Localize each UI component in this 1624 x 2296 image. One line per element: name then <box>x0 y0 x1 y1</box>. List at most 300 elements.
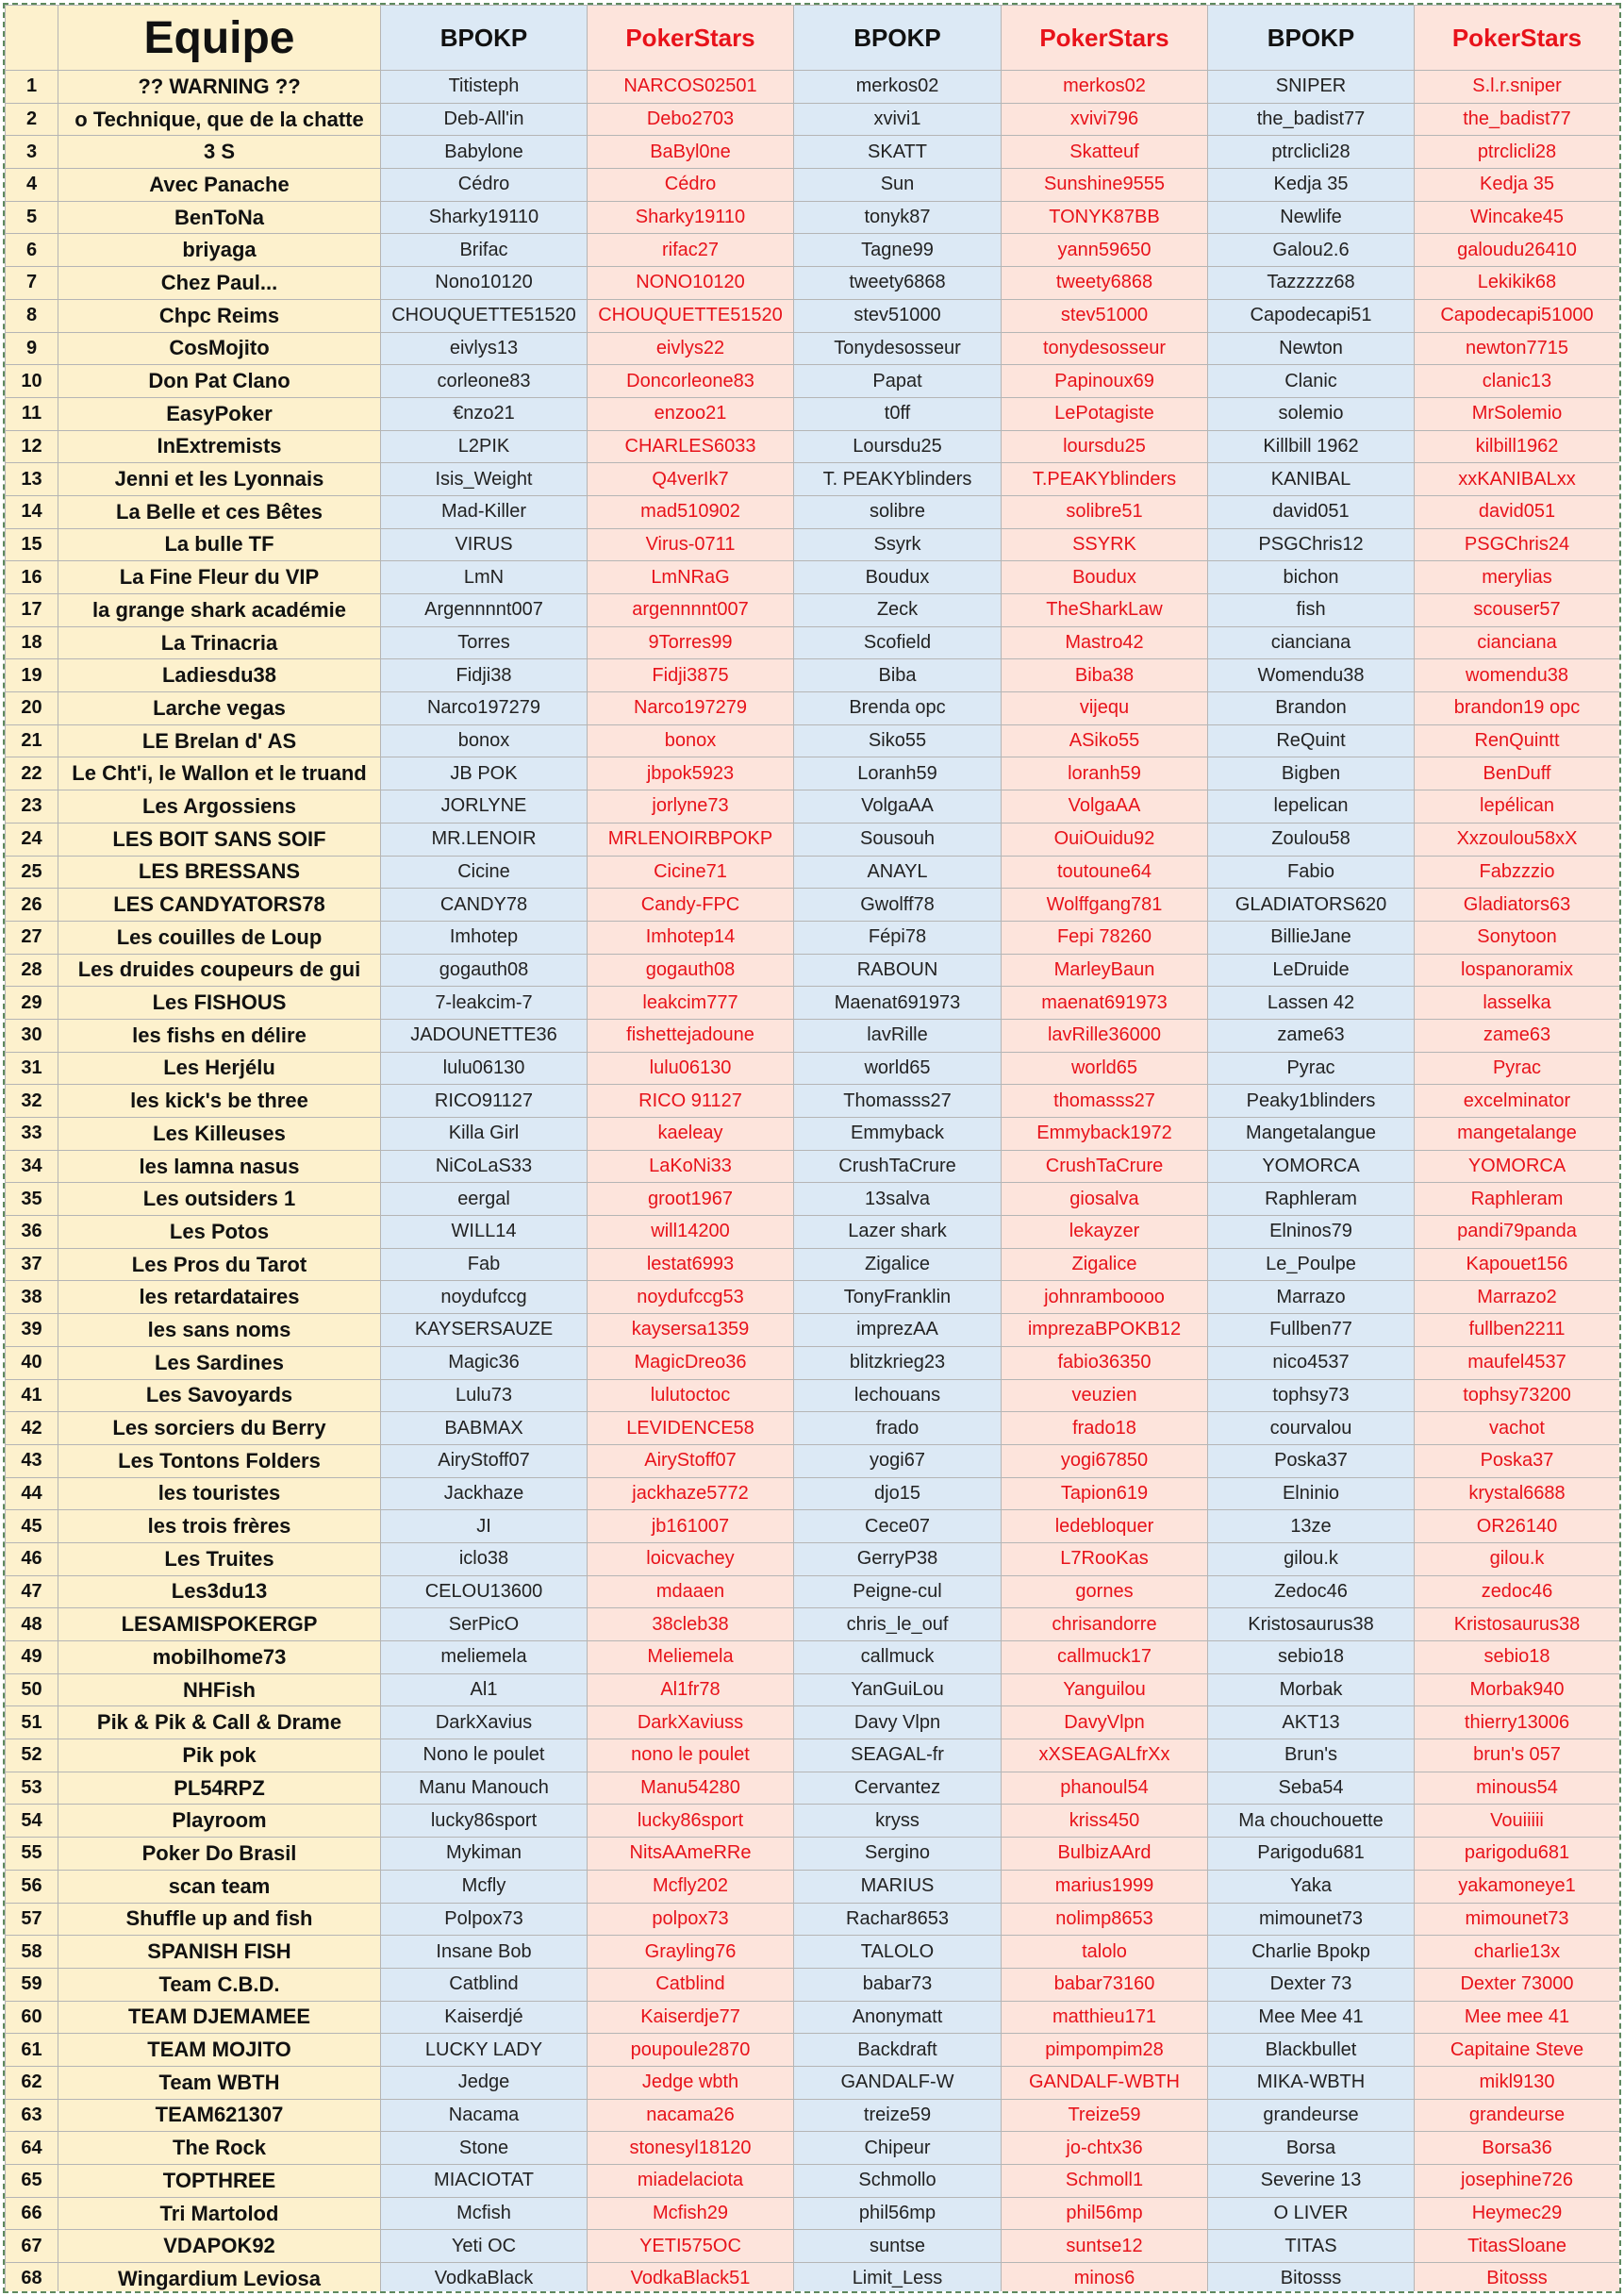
pokerstars-player-3: Gladiators63 <box>1415 889 1620 922</box>
bpokp-player-2: world65 <box>794 1052 1002 1085</box>
bpokp-player-1: Sharky19110 <box>381 201 588 234</box>
pokerstars-player-1: poupoule2870 <box>588 2034 794 2067</box>
bpokp-player-3: Le_Poulpe <box>1208 1248 1415 1281</box>
table-row <box>6 2001 1620 2034</box>
table-row <box>6 954 1620 987</box>
pokerstars-player-3: Pyrac <box>1415 1052 1620 1085</box>
bpokp-player-1: Jedge <box>381 2066 588 2099</box>
row-number: 39 <box>6 1314 58 1347</box>
bpokp-player-3: Bitosss <box>1208 2263 1415 2293</box>
pokerstars-player-2: nolimp8653 <box>1002 1903 1208 1936</box>
bpokp-player-2: Sousouh <box>794 823 1002 856</box>
pokerstars-player-2: yogi67850 <box>1002 1444 1208 1477</box>
bpokp-player-1: meliemela <box>381 1641 588 1674</box>
table-row <box>6 1542 1620 1575</box>
pokerstars-player-3: Capodecapi51000 <box>1415 299 1620 332</box>
team-name: CosMojito <box>58 332 381 365</box>
bpokp-player-3: Elninio <box>1208 1477 1415 1510</box>
pokerstars-player-2: yann59650 <box>1002 234 1208 267</box>
bpokp-column-header-3: BPOKP <box>1208 6 1415 71</box>
pokerstars-player-3: maufel4537 <box>1415 1346 1620 1379</box>
pokerstars-player-2: matthieu171 <box>1002 2001 1208 2034</box>
table-row <box>6 1183 1620 1216</box>
bpokp-player-1: Imhotep <box>381 921 588 954</box>
pokerstars-player-1: NitsAAmeRRe <box>588 1838 794 1871</box>
team-name: les lamna nasus <box>58 1150 381 1183</box>
team-name: InExtremists <box>58 430 381 463</box>
row-number: 43 <box>6 1444 58 1477</box>
bpokp-player-1: WILL14 <box>381 1216 588 1249</box>
row-number: 4 <box>6 169 58 202</box>
table-row <box>6 2034 1620 2067</box>
pokerstars-column-header-1: PokerStars <box>588 6 794 71</box>
table-row <box>6 1281 1620 1314</box>
bpokp-player-1: eivlys13 <box>381 332 588 365</box>
bpokp-player-3: Poska37 <box>1208 1444 1415 1477</box>
team-name: Team WBTH <box>58 2066 381 2099</box>
bpokp-player-2: Anonymatt <box>794 2001 1002 2034</box>
team-name: La Fine Fleur du VIP <box>58 561 381 594</box>
bpokp-player-2: ANAYL <box>794 856 1002 889</box>
row-number: 1 <box>6 71 58 104</box>
bpokp-player-2: Cervantez <box>794 1772 1002 1805</box>
pokerstars-player-1: eivlys22 <box>588 332 794 365</box>
pokerstars-player-1: stonesyl18120 <box>588 2132 794 2165</box>
bpokp-player-1: bonox <box>381 724 588 757</box>
bpokp-player-2: suntse <box>794 2230 1002 2263</box>
pokerstars-player-2: gornes <box>1002 1575 1208 1608</box>
team-name: o Technique, que de la chatte <box>58 103 381 136</box>
bpokp-player-1: Mykiman <box>381 1838 588 1871</box>
bpokp-player-1: Brifac <box>381 234 588 267</box>
bpokp-player-3: Brandon <box>1208 692 1415 725</box>
pokerstars-player-1: LEVIDENCE58 <box>588 1412 794 1445</box>
team-name: EasyPoker <box>58 397 381 430</box>
pokerstars-player-2: thomasss27 <box>1002 1085 1208 1118</box>
table-row <box>6 1641 1620 1674</box>
table-row <box>6 1412 1620 1445</box>
table-row <box>6 1314 1620 1347</box>
table-row <box>6 659 1620 692</box>
row-number: 5 <box>6 201 58 234</box>
bpokp-player-1: VodkaBlack <box>381 2263 588 2293</box>
bpokp-player-2: Ssyrk <box>794 528 1002 561</box>
bpokp-player-2: Papat <box>794 365 1002 398</box>
bpokp-player-3: Lassen 42 <box>1208 987 1415 1020</box>
pokerstars-player-3: lasselka <box>1415 987 1620 1020</box>
row-number: 51 <box>6 1706 58 1739</box>
table-row <box>6 2066 1620 2099</box>
table-row <box>6 626 1620 659</box>
row-number: 28 <box>6 954 58 987</box>
bpokp-player-3: Zoulou58 <box>1208 823 1415 856</box>
table-row <box>6 397 1620 430</box>
team-name: Don Pat Clano <box>58 365 381 398</box>
row-number: 25 <box>6 856 58 889</box>
bpokp-player-2: phil56mp <box>794 2197 1002 2230</box>
pokerstars-player-3: minous54 <box>1415 1772 1620 1805</box>
bpokp-player-3: bichon <box>1208 561 1415 594</box>
table-row <box>6 1805 1620 1838</box>
pokerstars-player-2: chrisandorre <box>1002 1608 1208 1641</box>
pokerstars-player-3: xxKANIBALxx <box>1415 463 1620 496</box>
pokerstars-player-3: zedoc46 <box>1415 1575 1620 1608</box>
bpokp-player-3: Kedja 35 <box>1208 169 1415 202</box>
team-name: Chez Paul... <box>58 267 381 300</box>
pokerstars-player-1: Mcfly202 <box>588 1870 794 1903</box>
bpokp-player-3: Elninos79 <box>1208 1216 1415 1249</box>
team-name: les retardataires <box>58 1281 381 1314</box>
bpokp-player-1: Catblind <box>381 1968 588 2001</box>
team-name: les fishs en délire <box>58 1019 381 1052</box>
team-name: Playroom <box>58 1805 381 1838</box>
pokerstars-player-3: mimounet73 <box>1415 1903 1620 1936</box>
row-number: 64 <box>6 2132 58 2165</box>
bpokp-column-header-1: BPOKP <box>381 6 588 71</box>
bpokp-player-2: treize59 <box>794 2099 1002 2132</box>
row-number: 68 <box>6 2263 58 2293</box>
pokerstars-player-3: Fabzzzio <box>1415 856 1620 889</box>
row-number: 62 <box>6 2066 58 2099</box>
table-row <box>6 71 1620 104</box>
pokerstars-player-3: Morbak940 <box>1415 1673 1620 1706</box>
pokerstars-player-3: tophsy73200 <box>1415 1379 1620 1412</box>
table-row <box>6 495 1620 528</box>
bpokp-player-1: Cicine <box>381 856 588 889</box>
table-row <box>6 1968 1620 2001</box>
bpokp-player-3: Fabio <box>1208 856 1415 889</box>
pokerstars-player-1: LmNRaG <box>588 561 794 594</box>
bpokp-player-3: Peaky1blinders <box>1208 1085 1415 1118</box>
bpokp-player-1: Argennnnt007 <box>381 594 588 627</box>
pokerstars-player-1: Mcfish29 <box>588 2197 794 2230</box>
pokerstars-player-2: Emmyback1972 <box>1002 1118 1208 1151</box>
pokerstars-player-2: fabio36350 <box>1002 1346 1208 1379</box>
pokerstars-player-3: parigodu681 <box>1415 1838 1620 1871</box>
bpokp-player-1: Nacama <box>381 2099 588 2132</box>
row-number: 30 <box>6 1019 58 1052</box>
table-row <box>6 889 1620 922</box>
team-name: TEAM621307 <box>58 2099 381 2132</box>
bpokp-player-2: babar73 <box>794 1968 1002 2001</box>
bpokp-player-1: Mcfish <box>381 2197 588 2230</box>
bpokp-player-3: 13ze <box>1208 1510 1415 1543</box>
pokerstars-player-3: Capitaine Steve <box>1415 2034 1620 2067</box>
bpokp-player-1: AiryStoff07 <box>381 1444 588 1477</box>
table-row <box>6 463 1620 496</box>
bpokp-player-2: tonyk87 <box>794 201 1002 234</box>
pokerstars-player-2: merkos02 <box>1002 71 1208 104</box>
bpokp-player-3: grandeurse <box>1208 2099 1415 2132</box>
pokerstars-player-1: loicvachey <box>588 1542 794 1575</box>
row-number: 46 <box>6 1542 58 1575</box>
pokerstars-player-3: merylias <box>1415 561 1620 594</box>
team-name: Les druides coupeurs de gui <box>58 954 381 987</box>
row-number: 13 <box>6 463 58 496</box>
bpokp-player-1: JADOUNETTE36 <box>381 1019 588 1052</box>
team-name: Les Sardines <box>58 1346 381 1379</box>
bpokp-player-2: Scofield <box>794 626 1002 659</box>
pokerstars-player-3: Heymec29 <box>1415 2197 1620 2230</box>
bpokp-player-3: zame63 <box>1208 1019 1415 1052</box>
bpokp-player-3: Fullben77 <box>1208 1314 1415 1347</box>
bpokp-player-3: Kristosaurus38 <box>1208 1608 1415 1641</box>
table-row <box>6 1903 1620 1936</box>
table-row <box>6 1379 1620 1412</box>
table-row <box>6 594 1620 627</box>
bpokp-player-1: Magic36 <box>381 1346 588 1379</box>
pokerstars-player-3: brandon19 opc <box>1415 692 1620 725</box>
pokerstars-player-1: lestat6993 <box>588 1248 794 1281</box>
pokerstars-player-2: MarleyBaun <box>1002 954 1208 987</box>
table-row <box>6 790 1620 824</box>
row-number: 18 <box>6 626 58 659</box>
row-number: 41 <box>6 1379 58 1412</box>
pokerstars-player-3: grandeurse <box>1415 2099 1620 2132</box>
pokerstars-column-header-2: PokerStars <box>1002 6 1208 71</box>
bpokp-player-1: NiCoLaS33 <box>381 1150 588 1183</box>
pokerstars-player-2: pimpompim28 <box>1002 2034 1208 2067</box>
row-number: 8 <box>6 299 58 332</box>
pokerstars-player-1: MagicDreo36 <box>588 1346 794 1379</box>
bpokp-player-3: Seba54 <box>1208 1772 1415 1805</box>
bpokp-player-2: Siko55 <box>794 724 1002 757</box>
team-name: 3 S <box>58 136 381 169</box>
team-name: Poker Do Brasil <box>58 1838 381 1871</box>
pokerstars-player-3: Wincake45 <box>1415 201 1620 234</box>
bpokp-player-1: Polpox73 <box>381 1903 588 1936</box>
pokerstars-player-1: 38cleb38 <box>588 1608 794 1641</box>
pokerstars-player-3: mangetalange <box>1415 1118 1620 1151</box>
pokerstars-player-2: Mastro42 <box>1002 626 1208 659</box>
pokerstars-player-2: callmuck17 <box>1002 1641 1208 1674</box>
pokerstars-player-3: ptrclicli28 <box>1415 136 1620 169</box>
team-name: Team C.B.D. <box>58 1968 381 2001</box>
team-name: les touristes <box>58 1477 381 1510</box>
pokerstars-player-2: Wolffgang781 <box>1002 889 1208 922</box>
bpokp-player-3: Charlie Bpokp <box>1208 1936 1415 1969</box>
pokerstars-player-2: toutoune64 <box>1002 856 1208 889</box>
row-number: 60 <box>6 2001 58 2034</box>
pokerstars-player-1: mad510902 <box>588 495 794 528</box>
pokerstars-player-2: lekayzer <box>1002 1216 1208 1249</box>
corner-cell <box>6 6 58 71</box>
row-number: 10 <box>6 365 58 398</box>
bpokp-player-3: tophsy73 <box>1208 1379 1415 1412</box>
team-name: Pik pok <box>58 1739 381 1772</box>
pokerstars-player-1: Jedge wbth <box>588 2066 794 2099</box>
bpokp-player-2: djo15 <box>794 1477 1002 1510</box>
bpokp-player-2: 13salva <box>794 1183 1002 1216</box>
pokerstars-player-2: talolo <box>1002 1936 1208 1969</box>
bpokp-player-1: lucky86sport <box>381 1805 588 1838</box>
pokerstars-player-3: TitasSloane <box>1415 2230 1620 2263</box>
team-name: Les Savoyards <box>58 1379 381 1412</box>
pokerstars-player-2: frado18 <box>1002 1412 1208 1445</box>
pokerstars-player-3: Sonytoon <box>1415 921 1620 954</box>
pokerstars-player-3: josephine726 <box>1415 2165 1620 2198</box>
pokerstars-player-2: L7RooKas <box>1002 1542 1208 1575</box>
table-row <box>6 2263 1620 2293</box>
bpokp-player-3: Severine 13 <box>1208 2165 1415 2198</box>
header-row <box>6 6 1620 71</box>
bpokp-player-2: Boudux <box>794 561 1002 594</box>
bpokp-player-3: Tazzzzz68 <box>1208 267 1415 300</box>
bpokp-player-2: Peigne-cul <box>794 1575 1002 1608</box>
team-name: Tri Martolod <box>58 2197 381 2230</box>
bpokp-player-2: Loranh59 <box>794 757 1002 790</box>
pokerstars-player-3: cianciana <box>1415 626 1620 659</box>
bpokp-player-1: RICO91127 <box>381 1085 588 1118</box>
bpokp-player-2: MARIUS <box>794 1870 1002 1903</box>
table-row <box>6 2230 1620 2263</box>
table-row <box>6 1346 1620 1379</box>
bpokp-player-2: Fépi78 <box>794 921 1002 954</box>
bpokp-player-2: TonyFranklin <box>794 1281 1002 1314</box>
bpokp-player-1: Mad-Killer <box>381 495 588 528</box>
team-name: Les Pros du Tarot <box>58 1248 381 1281</box>
pokerstars-player-1: Grayling76 <box>588 1936 794 1969</box>
pokerstars-player-3: Dexter 73000 <box>1415 1968 1620 2001</box>
row-number: 67 <box>6 2230 58 2263</box>
pokerstars-player-1: Q4verIk7 <box>588 463 794 496</box>
row-number: 38 <box>6 1281 58 1314</box>
team-name: VDAPOK92 <box>58 2230 381 2263</box>
bpokp-player-2: RABOUN <box>794 954 1002 987</box>
pokerstars-player-2: Treize59 <box>1002 2099 1208 2132</box>
table-row <box>6 1118 1620 1151</box>
bpokp-player-1: Insane Bob <box>381 1936 588 1969</box>
team-name: Les Potos <box>58 1216 381 1249</box>
pokerstars-player-2: tweety6868 <box>1002 267 1208 300</box>
table-row <box>6 561 1620 594</box>
pokerstars-player-3: lepélican <box>1415 790 1620 824</box>
pokerstars-player-1: Narco197279 <box>588 692 794 725</box>
bpokp-player-1: Yeti OC <box>381 2230 588 2263</box>
bpokp-player-2: Emmyback <box>794 1118 1002 1151</box>
row-number: 9 <box>6 332 58 365</box>
bpokp-player-2: Tagne99 <box>794 234 1002 267</box>
table-row <box>6 169 1620 202</box>
bpokp-player-1: LmN <box>381 561 588 594</box>
table-row <box>6 1019 1620 1052</box>
row-number: 26 <box>6 889 58 922</box>
bpokp-player-3: solemio <box>1208 397 1415 430</box>
pokerstars-player-3: excelminator <box>1415 1085 1620 1118</box>
team-name: Larche vegas <box>58 692 381 725</box>
table-row <box>6 823 1620 856</box>
row-number: 19 <box>6 659 58 692</box>
pokerstars-player-2: Papinoux69 <box>1002 365 1208 398</box>
row-number: 27 <box>6 921 58 954</box>
bpokp-player-1: Nono10120 <box>381 267 588 300</box>
table-row <box>6 1216 1620 1249</box>
pokerstars-player-2: jo-chtx36 <box>1002 2132 1208 2165</box>
row-number: 12 <box>6 430 58 463</box>
pokerstars-player-1: VodkaBlack51 <box>588 2263 794 2293</box>
pokerstars-player-3: kilbill1962 <box>1415 430 1620 463</box>
bpokp-player-1: Cédro <box>381 169 588 202</box>
bpokp-player-3: Yaka <box>1208 1870 1415 1903</box>
pokerstars-player-1: CHARLES6033 <box>588 430 794 463</box>
bpokp-player-1: L2PIK <box>381 430 588 463</box>
team-name: TEAM DJEMAMEE <box>58 2001 381 2034</box>
pokerstars-player-3: Marrazo2 <box>1415 1281 1620 1314</box>
team-name: Les Argossiens <box>58 790 381 824</box>
bpokp-player-1: Fidji38 <box>381 659 588 692</box>
team-name: Pik & Pik & Call & Drame <box>58 1706 381 1739</box>
team-name: Avec Panache <box>58 169 381 202</box>
pokerstars-player-2: BulbizAArd <box>1002 1838 1208 1871</box>
row-number: 20 <box>6 692 58 725</box>
table-row <box>6 1575 1620 1608</box>
team-name: Shuffle up and fish <box>58 1903 381 1936</box>
bpokp-player-1: noydufccg <box>381 1281 588 1314</box>
pokerstars-column-header-3: PokerStars <box>1415 6 1620 71</box>
table-row <box>6 267 1620 300</box>
pokerstars-player-1: Doncorleone83 <box>588 365 794 398</box>
pokerstars-player-3: zame63 <box>1415 1019 1620 1052</box>
row-number: 35 <box>6 1183 58 1216</box>
pokerstars-player-3: Raphleram <box>1415 1183 1620 1216</box>
pokerstars-player-2: vijequ <box>1002 692 1208 725</box>
pokerstars-player-3: charlie13x <box>1415 1936 1620 1969</box>
pokerstars-player-2: world65 <box>1002 1052 1208 1085</box>
bpokp-player-1: CELOU13600 <box>381 1575 588 1608</box>
team-name: NHFish <box>58 1673 381 1706</box>
pokerstars-player-3: RenQuintt <box>1415 724 1620 757</box>
table-row <box>6 2099 1620 2132</box>
bpokp-player-2: lechouans <box>794 1379 1002 1412</box>
pokerstars-player-3: yakamoneye1 <box>1415 1870 1620 1903</box>
pokerstars-player-1: mdaaen <box>588 1575 794 1608</box>
pokerstars-player-1: lucky86sport <box>588 1805 794 1838</box>
bpokp-player-3: Parigodu681 <box>1208 1838 1415 1871</box>
pokerstars-player-2: loranh59 <box>1002 757 1208 790</box>
row-number: 56 <box>6 1870 58 1903</box>
pokerstars-player-1: YETI575OC <box>588 2230 794 2263</box>
bpokp-player-2: GANDALF-W <box>794 2066 1002 2099</box>
pokerstars-player-1: Debo2703 <box>588 103 794 136</box>
bpokp-player-3: Galou2.6 <box>1208 234 1415 267</box>
bpokp-player-3: Mangetalangue <box>1208 1118 1415 1151</box>
bpokp-player-1: Lulu73 <box>381 1379 588 1412</box>
pokerstars-player-2: TheSharkLaw <box>1002 594 1208 627</box>
pokerstars-player-1: Cicine71 <box>588 856 794 889</box>
row-number: 44 <box>6 1477 58 1510</box>
pokerstars-player-3: galoudu26410 <box>1415 234 1620 267</box>
pokerstars-player-3: clanic13 <box>1415 365 1620 398</box>
team-roster-table <box>5 5 1620 2293</box>
row-number: 57 <box>6 1903 58 1936</box>
pokerstars-player-1: Candy-FPC <box>588 889 794 922</box>
row-number: 24 <box>6 823 58 856</box>
bpokp-player-1: Kaiserdjé <box>381 2001 588 2034</box>
team-name: TOPTHREE <box>58 2165 381 2198</box>
pokerstars-player-1: lulutoctoc <box>588 1379 794 1412</box>
pokerstars-player-2: Fepi 78260 <box>1002 921 1208 954</box>
row-number: 55 <box>6 1838 58 1871</box>
bpokp-player-2: yogi67 <box>794 1444 1002 1477</box>
pokerstars-player-3: fullben2211 <box>1415 1314 1620 1347</box>
pokerstars-player-2: johnramboooo <box>1002 1281 1208 1314</box>
team-name: ?? WARNING ?? <box>58 71 381 104</box>
table-row <box>6 987 1620 1020</box>
table-row <box>6 1936 1620 1969</box>
bpokp-player-1: eergal <box>381 1183 588 1216</box>
table-row <box>6 1085 1620 1118</box>
bpokp-player-3: Killbill 1962 <box>1208 430 1415 463</box>
